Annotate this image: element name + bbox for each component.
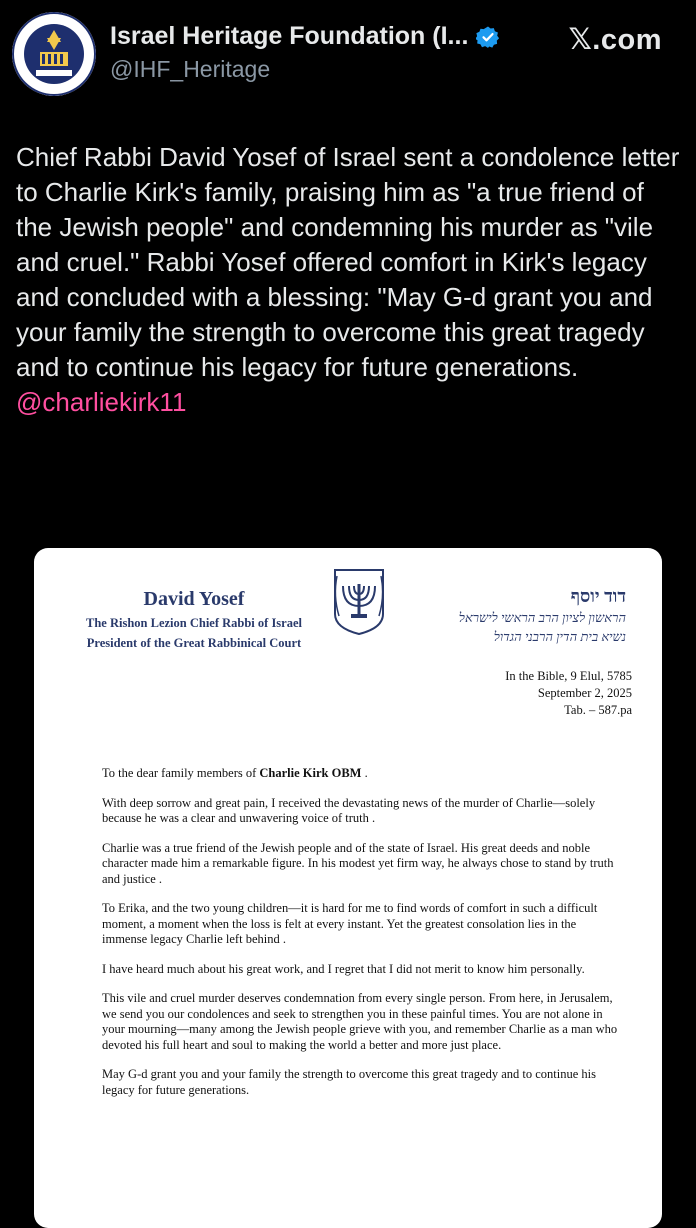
display-name[interactable]: Israel Heritage Foundation (I... xyxy=(110,22,469,50)
letterhead-hebrew xyxy=(406,586,626,645)
hebrew-title-1: הראשון לציון הרב הראשי לישראל xyxy=(458,610,626,625)
tweet-header xyxy=(0,0,696,110)
menorah-emblem-icon xyxy=(329,566,389,636)
salutation-name: Charlie Kirk OBM xyxy=(259,766,362,780)
user-handle[interactable]: @IHF_Heritage xyxy=(110,56,271,82)
foundation-logo-icon xyxy=(12,12,96,96)
letter-paragraph: May G-d grant you and your family the strength to overcome this great tragedy and to continue his legacy for future generations. xyxy=(102,1067,596,1097)
mention-link[interactable]: @charliekirk11 xyxy=(16,387,187,417)
sender-name: David Yosef xyxy=(143,588,245,610)
hebrew-title-2: נשיא בית הדין הרבני הגדול xyxy=(493,629,626,644)
salutation-prefix: To the dear family members of xyxy=(102,766,257,780)
hebrew-name: דוד יוסף xyxy=(570,586,626,606)
letter-paragraph: With deep sorrow and great pain, I received the devastating news of the murder of Charlie—solely because he was a clear and unwavering voice of truth . xyxy=(102,795,596,825)
x-com-label: 𝕏.com xyxy=(568,24,662,56)
verified-badge-icon xyxy=(476,25,500,49)
date-line-gregorian: September 2, 2025 xyxy=(537,686,632,700)
tweet-text xyxy=(16,140,684,420)
letter-paragraph: This vile and cruel murder deserves condemnation from every single person. From here, in Jerusalem, we send you our condolences and seek to strengthen you in these painful times. You are not alone in your mourning—many among the Jewish people grieve with you, and remember Charlie as a man who devoted his full heart and soul to making the world a better and more just place. xyxy=(102,991,618,1052)
tweet-body: Chief Rabbi David Yosef of Israel sent a condolence letter to Charlie Kirk's family, praising him as "a true friend of the Jewish people" and condemning his murder as "vile and cruel." Rabbi Yosef offered comfort in Kirk's legacy and concluded with a blessing: "May G-d grant you and your family the strength to overcome this great tragedy and to continue his legacy for future generations. xyxy=(16,142,680,382)
letterhead-english xyxy=(64,588,324,651)
salutation xyxy=(102,766,622,782)
letter-body xyxy=(102,766,622,1112)
date-block xyxy=(505,668,632,719)
avatar[interactable] xyxy=(12,12,96,96)
letter-paragraph: Charlie was a true friend of the Jewish people and of the state of Israel. His great deeds and noble character made him a remarkable figure. In his modest yet firm way, he always chose to stand by truth and justice . xyxy=(102,840,614,886)
letter-paragraph: I have heard much about his great work, and I regret that I did not merit to know him personally. xyxy=(102,961,585,976)
reference-number: Tab. – 587.pa xyxy=(564,703,632,717)
letter-paragraph: To Erika, and the two young children—it is hard for me to find words of comfort in such a difficult moment, a moment when the loss is felt at every instant. Yet the greatest consolation lies in the immense legacy Charlie left behind . xyxy=(102,901,598,946)
letter-image[interactable] xyxy=(34,548,662,1228)
sender-title-1: The Rishon Lezion Chief Rabbi of Israel xyxy=(86,616,302,630)
display-name-row[interactable] xyxy=(110,22,500,51)
date-line-hebrew-calendar: In the Bible, 9 Elul, 5785 xyxy=(505,669,632,683)
salutation-suffix: . xyxy=(364,766,368,780)
sender-title-2: President of the Great Rabbinical Court xyxy=(86,636,302,650)
